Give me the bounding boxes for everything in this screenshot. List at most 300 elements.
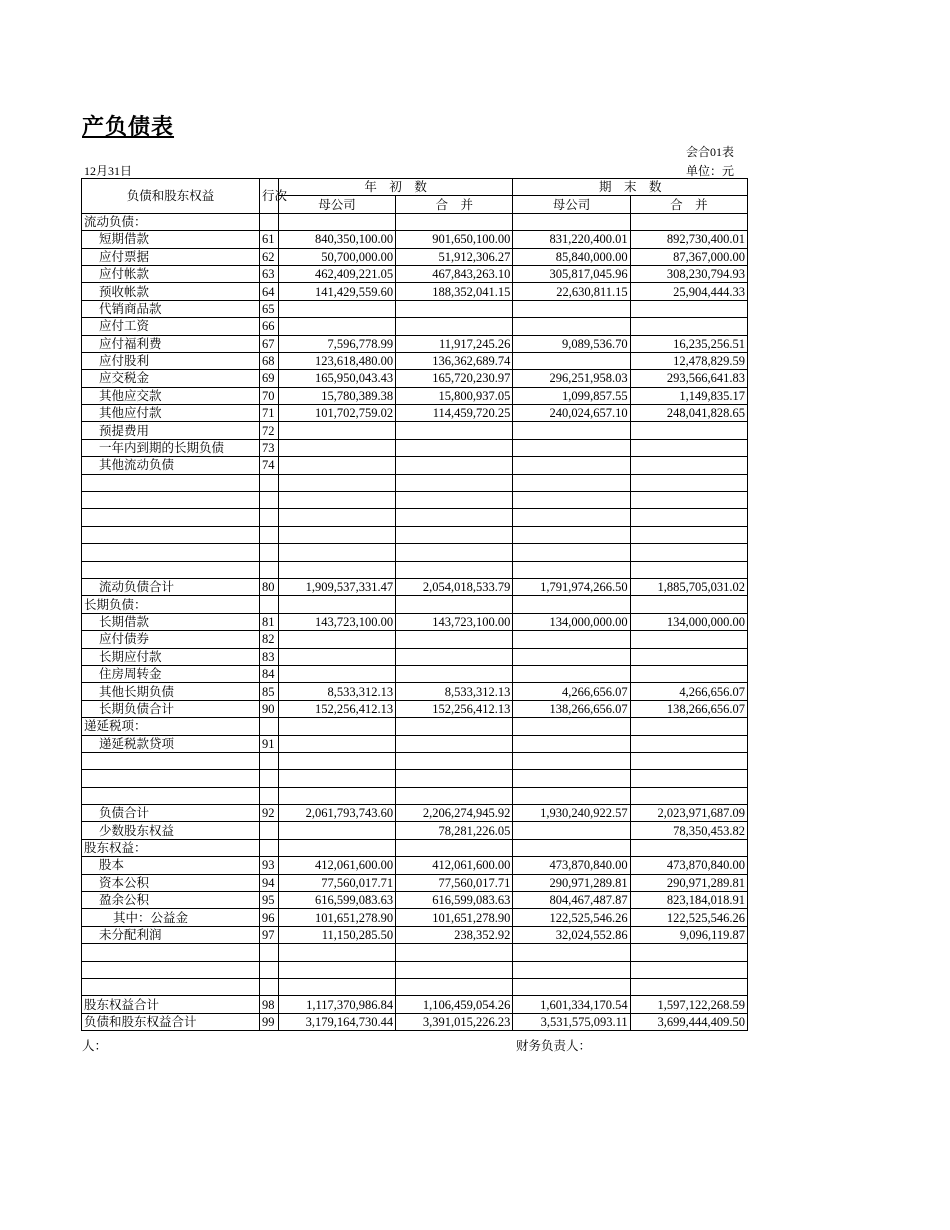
row-line-no xyxy=(260,509,279,526)
row-line-no: 74 xyxy=(260,457,279,474)
table-row xyxy=(82,839,748,856)
footer-finance-officer: 财务负责人： xyxy=(516,1039,592,1053)
end-parent-value xyxy=(513,752,630,769)
table-row xyxy=(82,578,748,595)
row-line-no: 81 xyxy=(260,613,279,630)
begin-parent-value: 11,150,285.50 xyxy=(278,926,395,943)
table-row xyxy=(82,213,748,230)
unit-label: 单位：元 xyxy=(686,164,735,178)
row-label: 递延税款贷项 xyxy=(82,735,260,752)
end-consolidated-value: 1,597,122,268.59 xyxy=(630,996,747,1013)
end-parent-value: 138,266,656.07 xyxy=(513,700,630,717)
begin-consolidated-value xyxy=(396,457,513,474)
table-row xyxy=(82,1013,748,1030)
end-consolidated-value xyxy=(630,213,747,230)
begin-consolidated-value: 165,720,230.97 xyxy=(396,370,513,387)
begin-parent-value xyxy=(278,648,395,665)
table-row xyxy=(82,978,748,995)
begin-parent-value xyxy=(278,544,395,561)
row-label: 资本公积 xyxy=(82,874,260,891)
row-line-no xyxy=(260,978,279,995)
begin-parent-value: 840,350,100.00 xyxy=(278,231,395,248)
end-parent-value: 804,467,487.87 xyxy=(513,892,630,909)
row-label: 应付福利费 xyxy=(82,335,260,352)
header-end-consolidated: 合 并 xyxy=(630,196,747,213)
end-parent-value xyxy=(513,352,630,369)
end-parent-value xyxy=(513,822,630,839)
row-line-no: 73 xyxy=(260,439,279,456)
table-row xyxy=(82,822,748,839)
end-consolidated-value xyxy=(630,474,747,491)
end-parent-value xyxy=(513,561,630,578)
begin-consolidated-value: 188,352,041.15 xyxy=(396,283,513,300)
begin-parent-value xyxy=(278,839,395,856)
begin-parent-value: 8,533,312.13 xyxy=(278,683,395,700)
table-row xyxy=(82,561,748,578)
row-line-no: 84 xyxy=(260,665,279,682)
row-label xyxy=(82,961,260,978)
header-begin-consolidated: 合 并 xyxy=(396,196,513,213)
row-line-no: 65 xyxy=(260,300,279,317)
row-label: 预提费用 xyxy=(82,422,260,439)
begin-consolidated-value xyxy=(396,492,513,509)
row-line-no: 63 xyxy=(260,265,279,282)
end-consolidated-value xyxy=(630,648,747,665)
table-row xyxy=(82,457,748,474)
end-parent-value xyxy=(513,544,630,561)
row-label xyxy=(82,978,260,995)
table-row xyxy=(82,683,748,700)
begin-parent-value xyxy=(278,561,395,578)
end-consolidated-value: 293,566,641.83 xyxy=(630,370,747,387)
row-line-no: 97 xyxy=(260,926,279,943)
row-label: 未分配利润 xyxy=(82,926,260,943)
end-consolidated-value: 2,023,971,687.09 xyxy=(630,805,747,822)
row-line-no: 67 xyxy=(260,335,279,352)
table-row xyxy=(82,613,748,630)
begin-consolidated-value: 2,054,018,533.79 xyxy=(396,578,513,595)
row-label: 股东权益合计 xyxy=(82,996,260,1013)
row-line-no xyxy=(260,492,279,509)
table-row xyxy=(82,996,748,1013)
row-label xyxy=(82,474,260,491)
row-line-no: 66 xyxy=(260,318,279,335)
end-consolidated-value: 87,367,000.00 xyxy=(630,248,747,265)
header-item: 负债和股东权益 xyxy=(82,179,260,214)
end-parent-value: 473,870,840.00 xyxy=(513,857,630,874)
row-line-no: 64 xyxy=(260,283,279,300)
begin-consolidated-value xyxy=(396,422,513,439)
end-consolidated-value xyxy=(630,752,747,769)
row-label: 应付帐款 xyxy=(82,265,260,282)
begin-consolidated-value: 152,256,412.13 xyxy=(396,700,513,717)
begin-consolidated-value: 136,362,689.74 xyxy=(396,352,513,369)
end-parent-value xyxy=(513,631,630,648)
begin-parent-value: 101,651,278.90 xyxy=(278,909,395,926)
table-body xyxy=(82,213,748,1030)
end-parent-value xyxy=(513,735,630,752)
begin-parent-value xyxy=(278,439,395,456)
end-consolidated-value xyxy=(630,318,747,335)
row-label: 盈余公积 xyxy=(82,892,260,909)
begin-parent-value: 50,700,000.00 xyxy=(278,248,395,265)
table-row xyxy=(82,909,748,926)
begin-consolidated-value: 238,352.92 xyxy=(396,926,513,943)
end-consolidated-value: 473,870,840.00 xyxy=(630,857,747,874)
end-parent-value: 1,930,240,922.57 xyxy=(513,805,630,822)
table-row xyxy=(82,961,748,978)
begin-consolidated-value: 3,391,015,226.23 xyxy=(396,1013,513,1030)
end-parent-value: 305,817,045.96 xyxy=(513,265,630,282)
end-parent-value: 9,089,536.70 xyxy=(513,335,630,352)
end-parent-value xyxy=(513,526,630,543)
begin-consolidated-value: 901,650,100.00 xyxy=(396,231,513,248)
row-label: 应付工资 xyxy=(82,318,260,335)
row-label: 负债合计 xyxy=(82,805,260,822)
table-row xyxy=(82,509,748,526)
table-row xyxy=(82,370,748,387)
row-label xyxy=(82,561,260,578)
begin-consolidated-value: 15,800,937.05 xyxy=(396,387,513,404)
footer-signature-left: 人： xyxy=(82,1039,108,1053)
begin-consolidated-value xyxy=(396,944,513,961)
row-line-no: 91 xyxy=(260,735,279,752)
table-row xyxy=(82,300,748,317)
begin-consolidated-value: 78,281,226.05 xyxy=(396,822,513,839)
row-label xyxy=(82,770,260,787)
end-consolidated-value xyxy=(630,526,747,543)
row-label: 长期负债合计 xyxy=(82,700,260,717)
row-line-no: 80 xyxy=(260,578,279,595)
begin-parent-value: 3,179,164,730.44 xyxy=(278,1013,395,1030)
row-line-no: 62 xyxy=(260,248,279,265)
end-consolidated-value: 134,000,000.00 xyxy=(630,613,747,630)
row-label: 流动负债： xyxy=(82,213,260,230)
end-parent-value: 4,266,656.07 xyxy=(513,683,630,700)
end-consolidated-value xyxy=(630,561,747,578)
row-label: 长期应付款 xyxy=(82,648,260,665)
begin-consolidated-value: 51,912,306.27 xyxy=(396,248,513,265)
row-line-no xyxy=(260,718,279,735)
begin-parent-value: 462,409,221.05 xyxy=(278,265,395,282)
end-parent-value xyxy=(513,439,630,456)
row-label: 应付债券 xyxy=(82,631,260,648)
end-parent-value xyxy=(513,944,630,961)
begin-parent-value xyxy=(278,492,395,509)
row-line-no: 83 xyxy=(260,648,279,665)
row-label: 长期借款 xyxy=(82,613,260,630)
row-label xyxy=(82,544,260,561)
table-row xyxy=(82,492,748,509)
report-date: 12月31日 xyxy=(84,164,133,178)
row-line-no: 72 xyxy=(260,422,279,439)
begin-parent-value xyxy=(278,665,395,682)
begin-consolidated-value: 1,106,459,054.26 xyxy=(396,996,513,1013)
end-parent-value xyxy=(513,787,630,804)
row-label: 预收帐款 xyxy=(82,283,260,300)
row-line-no xyxy=(260,839,279,856)
table-row xyxy=(82,718,748,735)
row-line-no: 70 xyxy=(260,387,279,404)
begin-parent-value xyxy=(278,978,395,995)
end-consolidated-value: 308,230,794.93 xyxy=(630,265,747,282)
row-line-no: 69 xyxy=(260,370,279,387)
row-label: 短期借款 xyxy=(82,231,260,248)
row-line-no: 71 xyxy=(260,405,279,422)
end-consolidated-value xyxy=(630,439,747,456)
report-title: 产负债表 xyxy=(82,114,175,139)
table-row xyxy=(82,265,748,282)
begin-parent-value xyxy=(278,213,395,230)
end-parent-value xyxy=(513,770,630,787)
table-row xyxy=(82,648,748,665)
begin-consolidated-value: 467,843,263.10 xyxy=(396,265,513,282)
row-line-no: 95 xyxy=(260,892,279,909)
end-parent-value: 32,024,552.86 xyxy=(513,926,630,943)
end-consolidated-value: 248,041,828.65 xyxy=(630,405,747,422)
row-line-no xyxy=(260,526,279,543)
row-label xyxy=(82,526,260,543)
header-begin-parent: 母公司 xyxy=(278,196,395,213)
end-consolidated-value: 823,184,018.91 xyxy=(630,892,747,909)
row-label: 股东权益： xyxy=(82,839,260,856)
end-parent-value: 134,000,000.00 xyxy=(513,613,630,630)
begin-parent-value xyxy=(278,474,395,491)
begin-consolidated-value xyxy=(396,839,513,856)
begin-consolidated-value: 143,723,100.00 xyxy=(396,613,513,630)
row-line-no xyxy=(260,787,279,804)
end-consolidated-value: 78,350,453.82 xyxy=(630,822,747,839)
begin-consolidated-value: 412,061,600.00 xyxy=(396,857,513,874)
table-row xyxy=(82,318,748,335)
table-row xyxy=(82,944,748,961)
end-parent-value xyxy=(513,422,630,439)
begin-parent-value xyxy=(278,509,395,526)
begin-parent-value xyxy=(278,944,395,961)
row-label xyxy=(82,509,260,526)
begin-consolidated-value xyxy=(396,318,513,335)
begin-consolidated-value xyxy=(396,631,513,648)
begin-parent-value xyxy=(278,770,395,787)
end-consolidated-value: 4,266,656.07 xyxy=(630,683,747,700)
begin-parent-value: 7,596,778.99 xyxy=(278,335,395,352)
begin-consolidated-value xyxy=(396,509,513,526)
begin-parent-value: 2,061,793,743.60 xyxy=(278,805,395,822)
header-end-parent: 母公司 xyxy=(513,196,630,213)
row-label xyxy=(82,944,260,961)
begin-parent-value xyxy=(278,735,395,752)
begin-consolidated-value xyxy=(396,665,513,682)
end-consolidated-value xyxy=(630,596,747,613)
begin-parent-value xyxy=(278,961,395,978)
end-consolidated-value: 12,478,829.59 xyxy=(630,352,747,369)
begin-parent-value: 141,429,559.60 xyxy=(278,283,395,300)
begin-parent-value xyxy=(278,596,395,613)
table-row xyxy=(82,926,748,943)
begin-consolidated-value xyxy=(396,648,513,665)
row-line-no xyxy=(260,770,279,787)
end-consolidated-value: 1,149,835.17 xyxy=(630,387,747,404)
end-consolidated-value xyxy=(630,631,747,648)
end-consolidated-value: 25,904,444.33 xyxy=(630,283,747,300)
table-row xyxy=(82,422,748,439)
end-consolidated-value xyxy=(630,457,747,474)
row-line-no xyxy=(260,752,279,769)
table-row xyxy=(82,352,748,369)
end-consolidated-value: 290,971,289.81 xyxy=(630,874,747,891)
table-row xyxy=(82,526,748,543)
row-line-no: 85 xyxy=(260,683,279,700)
begin-consolidated-value xyxy=(396,718,513,735)
row-label: 长期负债： xyxy=(82,596,260,613)
row-line-no: 82 xyxy=(260,631,279,648)
row-line-no xyxy=(260,596,279,613)
row-label: 递延税项： xyxy=(82,718,260,735)
row-label: 住房周转金 xyxy=(82,665,260,682)
table-row xyxy=(82,335,748,352)
row-line-no xyxy=(260,213,279,230)
begin-consolidated-value xyxy=(396,770,513,787)
begin-consolidated-value: 77,560,017.71 xyxy=(396,874,513,891)
row-label: 其他长期负债 xyxy=(82,683,260,700)
row-line-no: 99 xyxy=(260,1013,279,1030)
row-line-no: 92 xyxy=(260,805,279,822)
table-row xyxy=(82,596,748,613)
row-label: 应付票据 xyxy=(82,248,260,265)
table-row xyxy=(82,787,748,804)
end-parent-value xyxy=(513,665,630,682)
end-consolidated-value xyxy=(630,961,747,978)
begin-consolidated-value xyxy=(396,787,513,804)
end-consolidated-value: 9,096,119.87 xyxy=(630,926,747,943)
row-line-no xyxy=(260,474,279,491)
end-consolidated-value xyxy=(630,787,747,804)
begin-parent-value xyxy=(278,318,395,335)
table-row xyxy=(82,474,748,491)
row-line-no: 93 xyxy=(260,857,279,874)
row-line-no: 96 xyxy=(260,909,279,926)
end-consolidated-value xyxy=(630,978,747,995)
begin-consolidated-value xyxy=(396,752,513,769)
end-parent-value xyxy=(513,596,630,613)
begin-consolidated-value: 114,459,720.25 xyxy=(396,405,513,422)
end-consolidated-value xyxy=(630,944,747,961)
row-label: 应交税金 xyxy=(82,370,260,387)
begin-consolidated-value xyxy=(396,544,513,561)
begin-parent-value: 143,723,100.00 xyxy=(278,613,395,630)
row-line-no: 68 xyxy=(260,352,279,369)
end-consolidated-value: 3,699,444,409.50 xyxy=(630,1013,747,1030)
end-parent-value xyxy=(513,457,630,474)
begin-parent-value: 412,061,600.00 xyxy=(278,857,395,874)
begin-consolidated-value xyxy=(396,526,513,543)
table-row xyxy=(82,700,748,717)
end-parent-value: 1,601,334,170.54 xyxy=(513,996,630,1013)
end-parent-value xyxy=(513,474,630,491)
balance-sheet-table xyxy=(81,178,748,1031)
table-row xyxy=(82,857,748,874)
table-row xyxy=(82,805,748,822)
begin-parent-value xyxy=(278,822,395,839)
begin-consolidated-value: 8,533,312.13 xyxy=(396,683,513,700)
table-row xyxy=(82,387,748,404)
row-label xyxy=(82,752,260,769)
table-row xyxy=(82,439,748,456)
table-row xyxy=(82,544,748,561)
row-line-no xyxy=(260,544,279,561)
begin-parent-value: 15,780,389.38 xyxy=(278,387,395,404)
row-line-no xyxy=(260,944,279,961)
begin-parent-value xyxy=(278,752,395,769)
end-consolidated-value xyxy=(630,509,747,526)
end-consolidated-value xyxy=(630,300,747,317)
end-parent-value: 296,251,958.03 xyxy=(513,370,630,387)
row-label: 流动负债合计 xyxy=(82,578,260,595)
end-consolidated-value xyxy=(630,770,747,787)
row-label: 其他应付款 xyxy=(82,405,260,422)
begin-parent-value: 165,950,043.43 xyxy=(278,370,395,387)
end-consolidated-value: 892,730,400.01 xyxy=(630,231,747,248)
end-parent-value xyxy=(513,509,630,526)
table-row xyxy=(82,405,748,422)
table-row xyxy=(82,231,748,248)
end-parent-value xyxy=(513,961,630,978)
begin-parent-value: 77,560,017.71 xyxy=(278,874,395,891)
begin-parent-value xyxy=(278,631,395,648)
end-parent-value xyxy=(513,718,630,735)
begin-parent-value xyxy=(278,526,395,543)
begin-consolidated-value xyxy=(396,474,513,491)
end-consolidated-value: 1,885,705,031.02 xyxy=(630,578,747,595)
end-consolidated-value xyxy=(630,735,747,752)
end-consolidated-value xyxy=(630,422,747,439)
table-row xyxy=(82,283,748,300)
begin-parent-value: 152,256,412.13 xyxy=(278,700,395,717)
begin-consolidated-value xyxy=(396,439,513,456)
end-parent-value: 1,099,857.55 xyxy=(513,387,630,404)
table-row xyxy=(82,770,748,787)
begin-consolidated-value: 616,599,083.63 xyxy=(396,892,513,909)
begin-consolidated-value: 11,917,245.26 xyxy=(396,335,513,352)
row-label: 一年内到期的长期负债 xyxy=(82,439,260,456)
begin-parent-value xyxy=(278,787,395,804)
end-parent-value: 1,791,974,266.50 xyxy=(513,578,630,595)
row-line-no xyxy=(260,961,279,978)
table-row xyxy=(82,874,748,891)
end-parent-value xyxy=(513,492,630,509)
row-line-no: 90 xyxy=(260,700,279,717)
table-row xyxy=(82,892,748,909)
row-label: 负债和股东权益合计 xyxy=(82,1013,260,1030)
row-line-no: 61 xyxy=(260,231,279,248)
table-row xyxy=(82,735,748,752)
begin-consolidated-value xyxy=(396,300,513,317)
begin-parent-value xyxy=(278,457,395,474)
end-consolidated-value xyxy=(630,492,747,509)
end-consolidated-value xyxy=(630,718,747,735)
begin-parent-value xyxy=(278,422,395,439)
form-code: 会合01表 xyxy=(686,145,735,159)
end-consolidated-value xyxy=(630,665,747,682)
end-consolidated-value: 138,266,656.07 xyxy=(630,700,747,717)
end-parent-value: 22,630,811.15 xyxy=(513,283,630,300)
row-label xyxy=(82,787,260,804)
begin-consolidated-value xyxy=(396,561,513,578)
end-parent-value xyxy=(513,648,630,665)
end-consolidated-value: 122,525,546.26 xyxy=(630,909,747,926)
header-begin-of-year: 年 初 数 xyxy=(278,179,513,196)
end-parent-value: 122,525,546.26 xyxy=(513,909,630,926)
